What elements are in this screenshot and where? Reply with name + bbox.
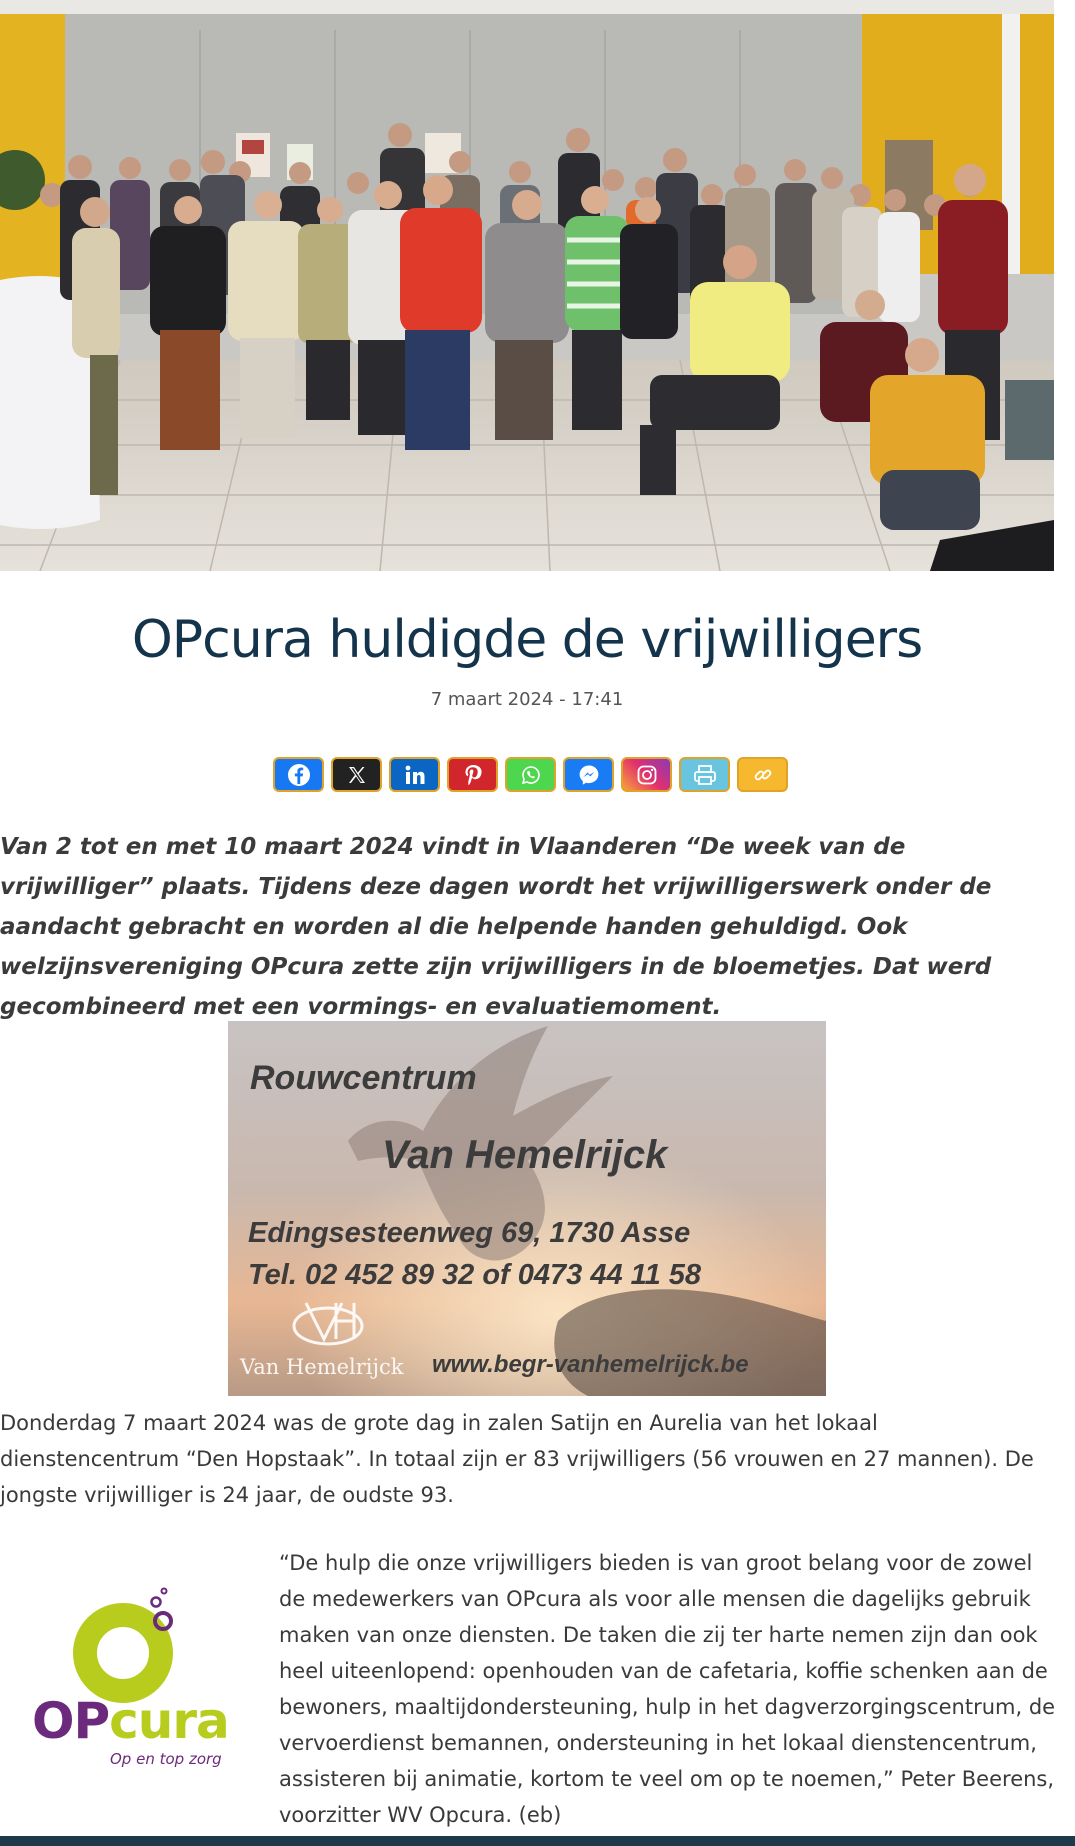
article-lead: Van 2 tot en met 10 maart 2024 vindt in Vlaanderen “De week van de vrijwilliger” plaats. Tijdens deze dagen wordt het vrijwilligerswerk onder de aandacht gebracht en worden al die helpende handen gehuldigd. Ook welzijnsvereniging OPcura zette zijn vrijwilligers in de bloemetjes. Dat werd gecombineerd met een vormings- en evaluatiemoment. — [0, 834, 992, 1020]
share-whatsapp-button[interactable] — [505, 757, 556, 792]
opcura-tagline: Op en top zorg — [110, 1750, 222, 1768]
share-linkedin-button[interactable] — [389, 757, 440, 792]
share-facebook-button[interactable] — [273, 757, 324, 792]
ad-website-link[interactable]: www.begr-vanhemelrijck.be — [432, 1351, 749, 1378]
ad-line-phone: Tel. 02 452 89 32 of 0473 44 11 58 — [248, 1259, 702, 1291]
opcura-wordmark: OPcura — [32, 1692, 229, 1750]
pinterest-icon — [463, 764, 483, 786]
print-icon — [693, 764, 717, 786]
share-messenger-button[interactable] — [563, 757, 614, 792]
opcura-ring-icon — [28, 1586, 228, 1706]
share-copy-link-button[interactable] — [737, 757, 788, 792]
messenger-icon — [578, 764, 600, 786]
instagram-icon — [636, 764, 658, 786]
share-bar — [273, 757, 788, 790]
article-paragraph: Donderdag 7 maart 2024 was de grote dag in zalen Satijn en Aurelia van het lokaal dienstencentrum “Den Hopstaak”. In totaal zijn er 83 vrijwilligers (56 vrouwen en 27 mannen). De jongste vrijwilliger is 24 jaar, de oudste 93. — [0, 1411, 1034, 1507]
opcura-logo — [28, 1586, 228, 1766]
ad-line-name: Van Hemelrijck — [382, 1133, 668, 1177]
share-print-button[interactable] — [679, 757, 730, 792]
linkedin-icon — [404, 764, 426, 786]
ad-line-rouwcentrum: Rouwcentrum — [250, 1059, 477, 1097]
share-x-button[interactable] — [331, 757, 382, 792]
ad-brand: Van Hemelrijck — [240, 1355, 404, 1379]
article-quote: “De hulp die onze vrijwilligers bieden is van groot belang voor de zowel de medewerkers van OPcura als voor alle mensen die dagelijks gebruik maken van onze diensten. De taken die zij ter harte nemen zijn dan ook heel uiteenlopend: openhouden van de cafetaria, koffie schenken aan de bewoners, maaltijdondersteuning, hulp in het dagverzorgingscentrum, de vervoerdienst bemannen, ondersteuning in het lokaal dienstencentrum, assisteren bij animatie, kortom te veel om op te noemen,” Peter Beerens, voorzitter WV Opcura. (eb) — [279, 1551, 1056, 1827]
x-icon — [347, 765, 367, 785]
hero-photo — [0, 0, 1054, 571]
facebook-icon — [287, 763, 311, 787]
link-icon — [753, 765, 773, 785]
whatsapp-icon — [521, 765, 541, 785]
advertisement-rouwcentrum[interactable] — [228, 1021, 826, 1396]
footer-bar — [0, 1836, 1075, 1846]
ad-line-address: Edingsesteenweg 69, 1730 Asse — [248, 1217, 691, 1249]
share-instagram-button[interactable] — [621, 757, 672, 792]
article-title: OPcura huldigde de vrijwilligers — [131, 610, 923, 670]
article-date: 7 maart 2024 - 17:41 — [430, 689, 624, 710]
share-pinterest-button[interactable] — [447, 757, 498, 792]
